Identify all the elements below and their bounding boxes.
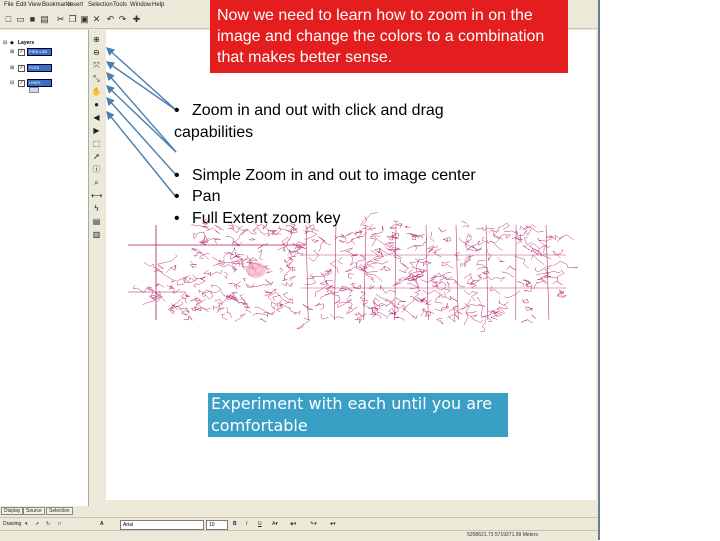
bullet-text: Zoom in and out with click and drag capabilities bbox=[174, 102, 444, 141]
layer-expand-icon[interactable]: ⊞ bbox=[10, 49, 14, 55]
print-icon[interactable]: ▤ bbox=[39, 14, 50, 25]
html-popup-icon[interactable]: ▤ bbox=[91, 216, 102, 227]
measure-icon[interactable]: ⟷ bbox=[91, 190, 102, 201]
layers-expand-icon[interactable]: ⊟ bbox=[3, 40, 7, 46]
hyperlink-icon[interactable]: ϟ bbox=[91, 203, 102, 214]
fixed-zoom-out-icon[interactable]: ⤡ bbox=[91, 73, 102, 84]
select-arrow-icon[interactable]: ➚ bbox=[35, 521, 39, 527]
open-icon[interactable]: ▭ bbox=[15, 14, 26, 25]
instruction-text: Now we need to learn how to zoom in on the image and change the colors to a combination that makes better sense. bbox=[217, 5, 562, 68]
paste-icon[interactable]: ▣ bbox=[79, 14, 90, 25]
layer-expand-icon[interactable]: ⊞ bbox=[10, 65, 14, 71]
identify-icon[interactable]: ⓘ bbox=[91, 164, 102, 175]
italic-button[interactable]: I bbox=[246, 521, 247, 527]
save-icon[interactable]: ■ bbox=[27, 14, 38, 25]
bullet-text: Full Extent zoom key bbox=[192, 210, 341, 227]
drawing-menu[interactable]: Drawing bbox=[3, 521, 21, 527]
arrow-full-extent bbox=[107, 112, 176, 197]
bullet-list bbox=[174, 100, 534, 229]
menu-view[interactable]: View bbox=[28, 2, 41, 8]
arrow-pan bbox=[107, 98, 176, 175]
layer-item[interactable]: LINES bbox=[27, 79, 52, 87]
menu-selection[interactable]: Selection bbox=[88, 2, 113, 8]
forward-extent-icon[interactable]: ▶ bbox=[91, 125, 102, 136]
layer-expand-icon[interactable]: ⊟ bbox=[10, 80, 14, 86]
copy-icon[interactable]: ❐ bbox=[67, 14, 78, 25]
menu-tools[interactable]: Tools bbox=[113, 2, 127, 8]
select-features-icon[interactable]: ⬚ bbox=[91, 138, 102, 149]
cut-icon[interactable]: ✂ bbox=[55, 14, 66, 25]
new-icon[interactable]: □ bbox=[3, 14, 14, 25]
experiment-text: Experiment with each until you are comfortable bbox=[211, 393, 507, 437]
layer-item[interactable]: PIEN LAB bbox=[27, 48, 52, 56]
text-tool[interactable]: A bbox=[100, 521, 104, 527]
font-color-icon[interactable]: A▾ bbox=[272, 521, 278, 527]
tab-display[interactable]: Display bbox=[1, 507, 23, 515]
font-select[interactable]: Arial bbox=[120, 520, 204, 530]
bullet-text: Pan bbox=[192, 188, 220, 205]
bold-button[interactable]: B bbox=[233, 521, 237, 527]
menu-edit[interactable]: Edit bbox=[16, 2, 26, 8]
underline-button[interactable]: U bbox=[258, 521, 262, 527]
font-size-select[interactable]: 10 bbox=[206, 520, 228, 530]
add-data-icon[interactable]: ✚ bbox=[131, 14, 142, 25]
menu-file[interactable]: File bbox=[4, 2, 14, 8]
menu-insert[interactable]: Insert bbox=[68, 2, 83, 8]
layers-root-icon: ◆ bbox=[10, 40, 14, 46]
layer-checkbox[interactable]: ✓ bbox=[18, 65, 25, 72]
tab-selection[interactable]: Selection bbox=[46, 507, 73, 515]
bullet-item: • Zoom in and out with click and drag capabilities bbox=[174, 100, 494, 143]
bullet-text: Simple Zoom in and out to image center bbox=[192, 167, 476, 184]
fixed-zoom-in-icon[interactable]: ⤧ bbox=[91, 60, 102, 71]
rotate-icon[interactable]: ↻ bbox=[46, 521, 50, 527]
layer-checkbox[interactable]: ✓ bbox=[18, 80, 25, 87]
arrow-zoom-in bbox=[107, 48, 176, 110]
marker-color-icon[interactable]: ●▾ bbox=[330, 521, 336, 527]
line-color-icon[interactable]: ✎▾ bbox=[310, 521, 317, 527]
pan-icon[interactable]: ✋ bbox=[91, 86, 102, 97]
menu-help[interactable]: Help bbox=[152, 2, 164, 8]
bullet-item: • Pan bbox=[174, 186, 534, 208]
fill-color-icon[interactable]: ◈▾ bbox=[290, 521, 296, 527]
tab-source[interactable]: Source bbox=[23, 507, 45, 515]
menu-bookmarks[interactable]: Bookmarks bbox=[42, 2, 72, 8]
drawing-dropdown-icon[interactable]: ▾ bbox=[25, 521, 28, 527]
undo-icon[interactable]: ↶ bbox=[105, 14, 116, 25]
time-slider-icon[interactable]: ▥ bbox=[91, 229, 102, 240]
select-elements-icon[interactable]: ➚ bbox=[91, 151, 102, 162]
bullet-item: • Full Extent zoom key bbox=[174, 208, 534, 230]
arrow-zoom-out bbox=[107, 62, 176, 110]
back-extent-icon[interactable]: ◀ bbox=[91, 112, 102, 123]
arrow-fixed-zoom-out bbox=[107, 86, 176, 152]
redo-icon[interactable]: ↷ bbox=[117, 14, 128, 25]
rectangle-icon[interactable]: □ bbox=[58, 521, 61, 527]
zoom-out-icon[interactable]: ⊖ bbox=[91, 47, 102, 58]
coordinates-readout: 5208621.73 5719271.99 Meters bbox=[467, 532, 538, 538]
layer-checkbox[interactable]: ✓ bbox=[18, 49, 25, 56]
delete-icon[interactable]: ✕ bbox=[91, 14, 102, 25]
zoom-in-icon[interactable]: ⊕ bbox=[91, 34, 102, 45]
layer-item[interactable]: FLDS LOOK bbox=[27, 64, 52, 72]
bullet-item: • Simple Zoom in and out to image center bbox=[174, 165, 534, 187]
full-extent-icon[interactable]: ● bbox=[91, 99, 102, 110]
arrow-fixed-zoom-in bbox=[107, 73, 176, 152]
layers-root-label[interactable]: Layers bbox=[18, 40, 34, 46]
find-icon[interactable]: ⌕ bbox=[91, 177, 102, 188]
menu-window[interactable]: Window bbox=[130, 2, 151, 8]
